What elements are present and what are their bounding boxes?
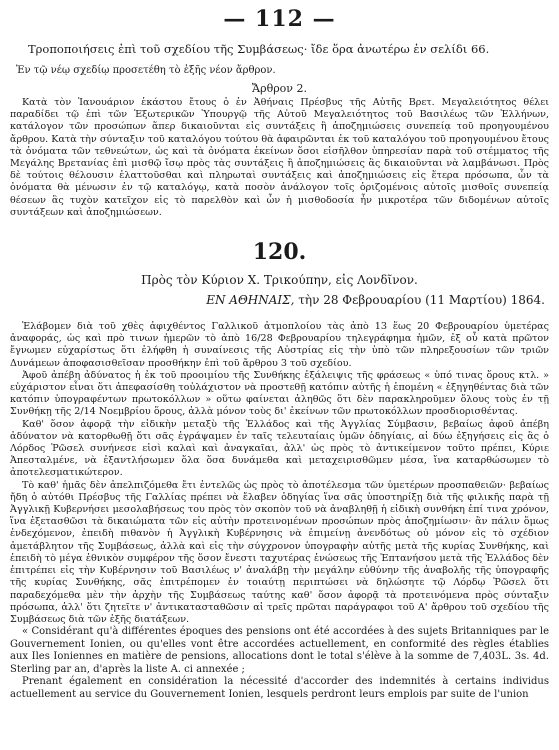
article-text: Κατὰ τὸν Ἰανουάριον ἑκάστου ἔτους ὁ ἐν Ἀθήναις Πρέσβυς τῆς Αὐτῆς Βρετ. Μεγαλειότητος θέλει παραδίδει τῷ ἐπὶ τῶν Ἐξωτερικῶν Ὑπουργῷ τῆς Αὐτοῦ Μεγαλειότητος τοῦ Βασιλέως τῶν Ἑλλήνων, κατάλογον τῶν προσώπων ἅπερ δικαιοῦνται εἰς συντάξεις ἢ ἀποζημιώσεις συνεπείᾳ τοῦ προηγουμένου ἄρθρου. Κατὰ τὴν σύνταξιν τοῦ καταλόγου τούτου θὰ ἀφαιρῶνται ἐκ τοῦ καταλόγου τοῦ προηγουμένου ἔτους τὰ ὀνόματα τῶν τεθνεώτων, ὡς καὶ τὰ ὀνόματα ἐκείνων ὅσοι εἰσῆλθον ὑπηρεσίαν παρὰ τοῦ στέμματος τῆς Μεγάλης Βρετανίας ἐπὶ μισθῷ ἴσῳ πρὸς τὰς συντάξεις ἢ ἀποζημιώσεις ἃς δικαιοῦνται νὰ λαμβάνωσι. Πρὸς δὲ τούτοις θέλουσιν ἐλαττοῦσθαι καὶ πληρωταὶ συντάξεις καὶ ἀποζημιώσεις εἰς ἕτερα πρόσωπα, ὧν τὰ ὀνόματα θὰ μένωσιν ἐν τῷ καταλόγῳ, κατὰ ποσὸν ἀνάλογον τοῖς ὁριζομένοις αὐτοῖς μισθοῖς συνεπείᾳ θέσεων ἃς τυχὸν κατεῖχον εἰς τὸ παρελθὸν καὶ ὧν ἡ μισθοδοσία ἦν μικροτέρα τῶν διδομένων αὐτοῖς συντάξεων καὶ ἀποζημιώσεων. bbox=[10, 97, 549, 218]
paragraph: Ἐλάβομεν διὰ τοῦ χθὲς ἀφιχθέντος Γαλλικοῦ ἀτμοπλοίου τὰς ἀπὸ 13 ἕως 20 Φεβρουαρίου ὑμετέρας ἀναφοράς, ὡς καὶ πρὸ τινων ἡμερῶν τὸ ἀπὸ 16/28 Φεβρουαρίου τηλεγράφημα ἡμῶν, ἐξ οὗ κατὰ πρῶτον ἔγνωμεν εὐχαρίστως ὅτι ἐλήφθη ἡ συναίνεσις τῆς Αὐστρίας εἰς τὴν ὑπὸ τῶν πληρεξουσίων τῶν τριῶν Δυνάμεων ἀποφασισθεῖσαν προσθήκην ἐπὶ τοῦ ἄρθρου 3 τοῦ σχεδίου. bbox=[10, 321, 549, 369]
paragraph: Καθ' ὅσον ἀφορᾷ τὴν εἰδικὴν μεταξὺ τῆς Ἑλλάδος καὶ τῆς Ἀγγλίας Σύμβασιν, βεβαίως ἀφοῦ ἀπέβη ἀδύνατον νὰ κατορθωθῇ ὅτι σᾶς ἐγράψαμεν ἐν ταῖς τελευταίαις ὑμῶν ὁδηγίαις, αἱ δύω ἐξηγήσεις εἰς ἃς ὁ Λόρδος Ῥῶσελ συνήνεσε εἰσὶ καλαὶ καὶ ἀναγκαῖαι, ἀλλ' ὡς πρὸς τὸ ἀντικείμενον τοῦτο πρέπει, Κύριε Ἀπεσταλμένε, νὰ ἐξαντλήσωμεν ὅλα ὅσα δυνάμεθα καὶ μεταχειρισθῶμεν μέσα, ἵνα καταρθώσωμεν τὸ ἀποτελεσματικώτερον. bbox=[10, 418, 549, 479]
document-number: 120. bbox=[252, 239, 307, 266]
paragraph-french: Prenant également en considération la nécessité d'accorder des indemnités à certains individus actuellement au service du Gouvernement Ionien, lesquels perdront leurs emplois par suite de l'union bbox=[10, 676, 549, 701]
page-number: — 112 — bbox=[223, 6, 336, 32]
recipient-line: Πρὸς τὸν Κύριον Χ. Τρικούπην, εἰς Λονδῖνον. bbox=[141, 273, 418, 288]
dateline-date: τὴν 28 Φεβρουαρίου (11 Μαρτίου) 1864. bbox=[298, 293, 545, 308]
article-heading: Ἄρθρον 2. bbox=[252, 82, 307, 95]
paragraph: Τὸ καθ' ἡμᾶς δὲν ἀπελπιζόμεθα ἔτι ἐντελῶς ὡς πρὸς τὸ ἀποτέλεσμα τῶν ὑμετέρων προσπαθειῶν· βεβαίως ἤδη ὁ αὐτόθι Πρέσβυς τῆς Γαλλίας πρέπει νὰ ἔλαβεν ὁδηγίας ἵνα σᾶς ὑποστηρίξῃ διὰ τῆς φιλικῆς παρὰ τῇ Ἀγγλικῇ Κυβερνήσει μεσολαβήσεως του πρὸς τὸν σκοπὸν τοῦ νὰ ἀναβληθῇ ἡ εἰδικὴ συνθήκη ἐπί τινα χρόνον, ἵνα ἐξετασθῶσι τὰ δικαιώματα τῶν εἰς αὐτὴν προτεινομένων προσώπων πρὸς ἀποζημίωσιν· ἂν πάλιν ὅμως ἐνδεχόμενον, ἐπειδὴ πιθανὸν ἡ Ἀγγλικὴ Κυβέρνησις νὰ ἐπιμείνῃ ἀνενδότως οὐ μόνον εἰς τὸ σχέδιον ἀμετάβλητον τῆς Συμβάσεως, ἀλλὰ καὶ εἰς τὴν σύγχρονον ὑπογραφὴν αὐτῆς μετὰ τῆς κυρίας Συνθήκης, καὶ ἐπειδὴ τὸ μέγα ἐθνικὸν συμφέρον τῆς ὅσον ἔνεστι ταχυτέρας ἑνώσεως τῆς Ἑπτανήσου μετὰ τῆς Ἑλλάδος δὲν ἐπιτρέπει εἰς τὴν Κυβέρνησιν τοῦ Βασιλέως ν' ἀναλάβῃ τὴν μεγάλην εὐθύνην τῆς ἀναβολῆς τῆς ὑπογραφῆς τῆς κυρίας Συνθήκης, σᾶς ἐπιτρέπομεν ἐν τοιαύτῃ περιπτώσει νὰ δηλώσητε τῷ Λόρδῳ Ῥῶσελ ὅτι παραδεχόμεθα μὲν τὴν ἀρχὴν τῆς Συμβάσεως ταύτης καθ' ὅσον ἀφορᾷ τὰ προτεινόμενα πρὸς σύνταξιν πρόσωπα, ἀλλ' ὅτι ζητεῖτε ν' ἀντικατασταθῶσιν αἱ τρεῖς πρῶται παράγραφοι τοῦ Α' ἄρθρου τοῦ σχεδίου τῆς Συμβάσεως διὰ τῶν ἑξῆς διατάξεων. bbox=[10, 479, 549, 625]
paragraph: Ἀφοῦ ἀπέβη ἀδύνατος ἡ ἐκ τοῦ προοιμίου τῆς Συνθήκης ἐξάλειψις τῆς φράσεως « ὑπό τινας ὅρους κτλ. » εὐχάριστον εἶναι ὅτι ἀπεφασίσθη τοὐλάχιστον νὰ προστεθῇ κατόπιν αὐτῆς ἡ ἑπομένη « ἐξηγηθέντας διὰ τῶν κατόπιν ὑπογραφέντων πρωτοκόλλων » οὕτω φαίνεται ἀληθῶς ὅτι δὲν παρακληροῦμεν ὅλους τοὺς ἐν τῇ Συνθήκῃ τῆς 2/14 Νοεμβρίου ὅρους, ἀλλὰ μόνον τοὺς δι' ἐκείνων τῶν πρωτοκόλλων προσδιορισθέντας. bbox=[10, 369, 549, 418]
paragraph-french: « Considérant qu'à différentes époques des pensions ont été accordées à des sujets Britanniques par le Gouvernement Ionien, ou qu'elles vont être accordées actuellement, en conformité des règles établies aux Iles Ioniennes en matière de pensions, allocations dont le total s'élève à la somme de 7,403L. 3s. 4d. Sterling par an, d'après la liste A. ci annexée ; bbox=[10, 626, 549, 675]
dateline bbox=[10, 293, 545, 307]
amendment-note: Τροποποιήσεις ἐπὶ τοῦ σχεδίου τῆς Συμβάσεως· ἴδε ὅρα ἀνωτέρω ἐν σελίδι 66. bbox=[28, 42, 490, 56]
letter-body bbox=[10, 321, 549, 702]
dateline-place: ΕΝ ΑΘΗΝΑΙΣ, bbox=[206, 293, 295, 308]
addition-note: Ἐν τῷ νέῳ σχεδίῳ προσετέθη τὸ ἑξῆς νέον ἄρθρον. bbox=[16, 65, 276, 76]
